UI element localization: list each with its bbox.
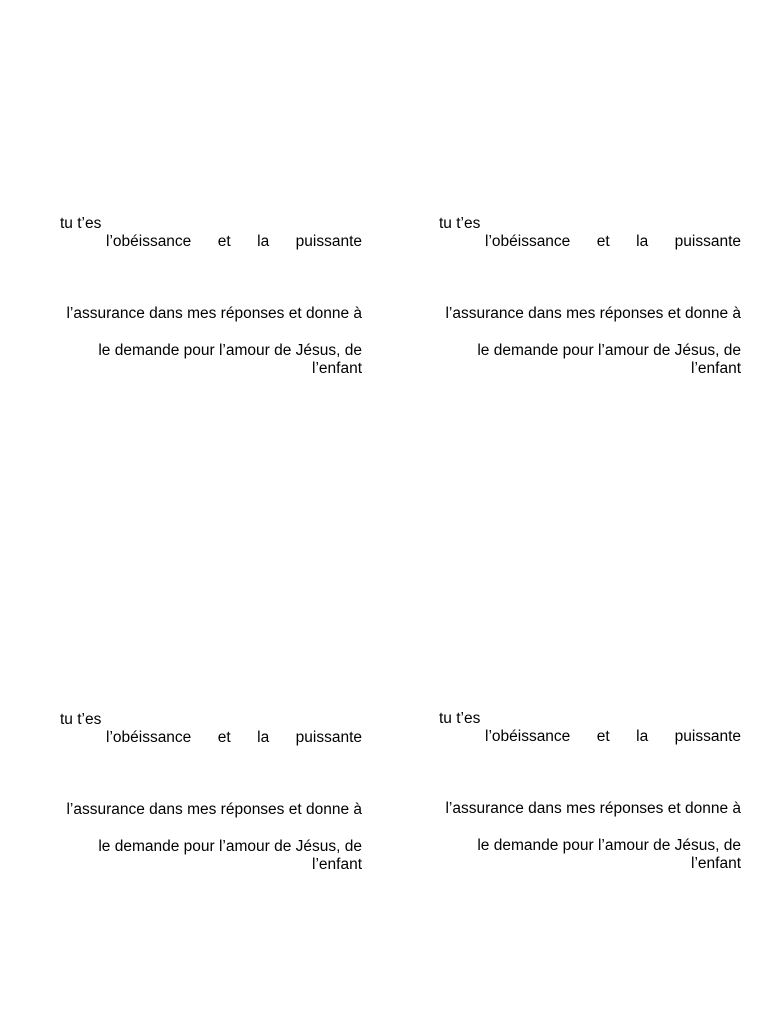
- text-line-tutes: tu t’es: [60, 215, 102, 232]
- word: et: [217, 233, 231, 250]
- text-line-demande: le demande pour l’amour de Jésus, de: [98, 342, 362, 359]
- word: l’obéissance: [485, 233, 571, 250]
- text-card: [27, 709, 362, 879]
- text-line-tutes: tu t’es: [60, 711, 102, 728]
- text-line-assurance: l’assurance dans mes réponses et donne à: [66, 305, 362, 322]
- word: puissante: [295, 729, 362, 746]
- text-card: [406, 213, 741, 383]
- word: et: [217, 729, 231, 746]
- word: et: [596, 728, 610, 745]
- word: puissante: [674, 728, 741, 745]
- text-line-demande: le demande pour l’amour de Jésus, de: [98, 838, 362, 855]
- text-card: [406, 708, 741, 878]
- text-line-obeissance: [106, 729, 362, 747]
- word: et: [596, 233, 610, 250]
- word: puissante: [674, 233, 741, 250]
- text-line-assurance: l’assurance dans mes réponses et donne à: [445, 800, 741, 817]
- word: la: [636, 728, 649, 745]
- word: l’obéissance: [106, 233, 192, 250]
- text-line-assurance: l’assurance dans mes réponses et donne à: [66, 801, 362, 818]
- text-line-enfant: l’enfant: [691, 855, 741, 872]
- word: la: [636, 233, 649, 250]
- text-line-demande: le demande pour l’amour de Jésus, de: [477, 837, 741, 854]
- text-line-tutes: tu t’es: [439, 710, 481, 727]
- word: l’obéissance: [106, 729, 192, 746]
- text-line-obeissance: [106, 233, 362, 251]
- text-card: [27, 213, 362, 383]
- word: l’obéissance: [485, 728, 571, 745]
- text-line-tutes: tu t’es: [439, 215, 481, 232]
- text-line-demande: le demande pour l’amour de Jésus, de: [477, 342, 741, 359]
- text-line-obeissance: [485, 233, 741, 251]
- word: puissante: [295, 233, 362, 250]
- text-line-enfant: l’enfant: [312, 360, 362, 377]
- text-line-assurance: l’assurance dans mes réponses et donne à: [445, 305, 741, 322]
- word: la: [257, 729, 270, 746]
- text-line-obeissance: [485, 728, 741, 746]
- text-line-enfant: l’enfant: [691, 360, 741, 377]
- word: la: [257, 233, 270, 250]
- text-line-enfant: l’enfant: [312, 856, 362, 873]
